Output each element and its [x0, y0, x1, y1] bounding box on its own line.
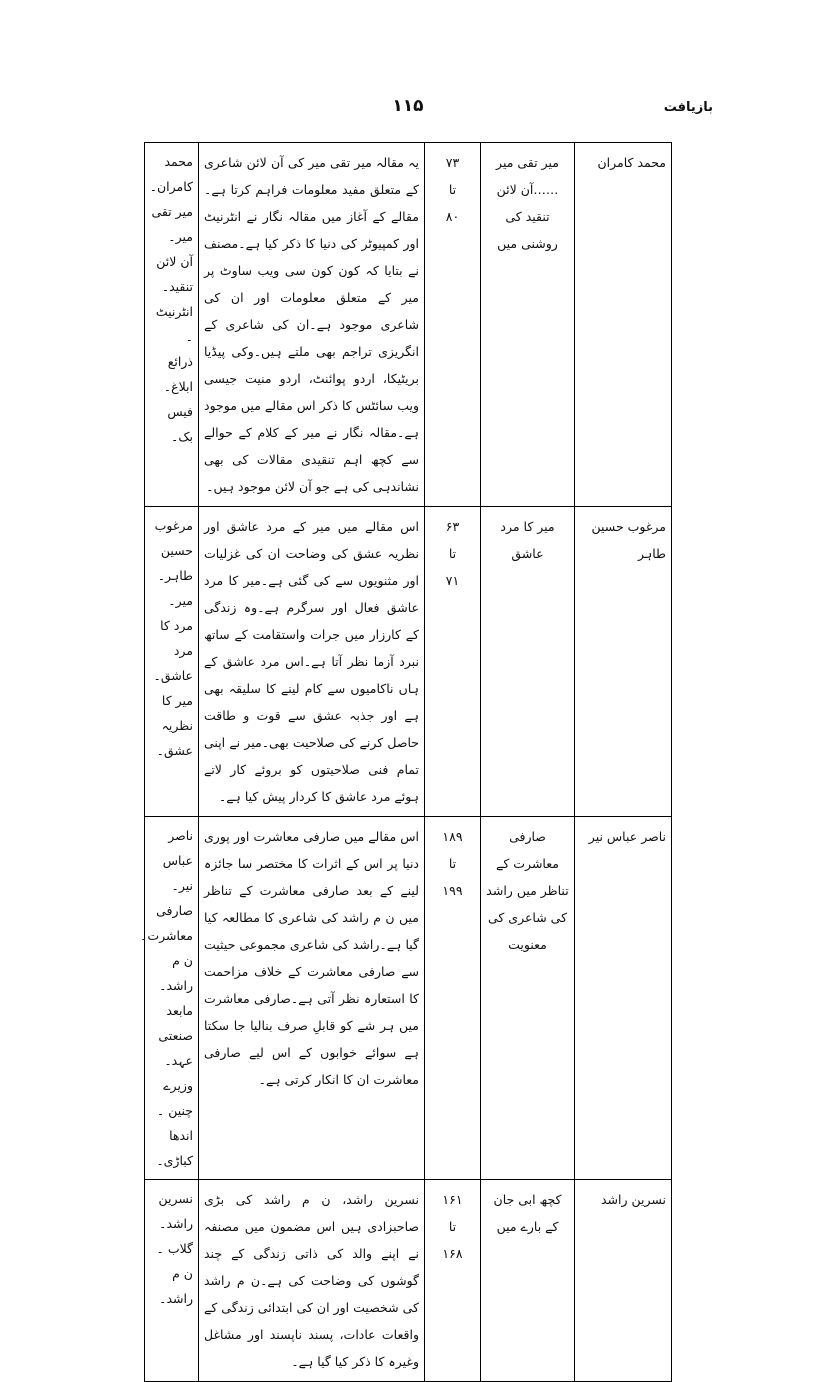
page-range-part: ۱۶۱ [442, 1192, 463, 1207]
table-row [145, 1180, 672, 1382]
pages-cell [425, 143, 481, 507]
page-range-part: ۱۶۸ [442, 1246, 463, 1261]
keyword: میر۔ [168, 593, 193, 608]
keyword: فیس بک۔ [167, 404, 193, 444]
summary-cell: اس مقالے میں صارفی معاشرت اور پوری دنیا پر اس کے اثرات کا مختصر سا جائزہ لینے کے بعد صارفی معاشرت کے تناظر میں ن م راشد کی شاعری کا مطالعہ کیا گیا ہے۔راشد کی شاعری مجموعی حیثیت سے صارفی معاشرت کے خلاف مزاحمت کا استعارہ نظر آتی ہے۔صارفی معاشرت میں ہر شے کو قابلِ صرف بنالیا جا سکتا ہے سوائے خوابوں کے اس لیے صارفی معاشرت ان کا انکار کرتی ہے۔ [199, 817, 425, 1180]
keyword: اندھا کباڑی۔ [156, 1128, 193, 1168]
table-row [145, 817, 672, 1180]
keyword: وزیرے چنین ۔ [156, 1078, 193, 1118]
page-header [0, 96, 816, 126]
pages-cell [425, 817, 481, 1180]
summary-cell: نسرین راشد، ن م راشد کی بڑی صاحبزادی ہیں اس مضمون میں مصنفہ نے اپنے والد کی ذاتی زندگی کے چند گوشوں کی وضاحت کی ہے۔ن م راشد کی شخصیت اور ان کی ابتدائی زندگی کے واقعات عادات، پسند ناپسند اور مشاغل وغیرہ کا ذکر کیا گیا ہے۔ [199, 1180, 425, 1382]
page-range-part: ۱۹۹ [442, 883, 463, 898]
keywords-cell [145, 143, 199, 507]
pages-cell [425, 507, 481, 817]
author-cell: محمد کامران [575, 143, 672, 507]
title-cell: میر کا مرد عاشق [481, 507, 575, 817]
keywords-cell [140, 817, 199, 1180]
index-table [140, 142, 672, 1382]
title-cell: کچھ ابی جان کے بارے میں [481, 1180, 575, 1382]
title-cell: صارفی معاشرت کے تناظر میں راشد کی شاعری کی معنویت [481, 817, 575, 1180]
keyword: مابعد صنعتی عہد۔ [158, 1003, 193, 1068]
keyword: گلاب ۔ [156, 1241, 193, 1256]
summary-cell: اس مقالے میں میر کے مرد عاشق اور نظریہ عشق کی وضاحت ان کی غزلیات اور مثنویوں سے کی گئی ہے۔میر کا مرد عاشق فعال اور سرگرم ہے۔وہ زندگی کے کارزار میں جرات واستقامت کے ساتھ نبرد آزما نظر آتا ہے۔اس مرد عاشق کے ہاں ناکامیوں سے کام لینے کا سلیقہ بھی ہے اور جذبہ عشق سے قوت و طاقت حاصل کرنے کی صلاحیت بھی۔میر نے اپنی تمام فنی صلاحیتوں کو بروئے کار لاتے ہوئے مرد عاشق کا کردار پیش کیا ہے۔ [199, 507, 425, 817]
page-range-part: ۱۸۹ [442, 829, 463, 844]
keyword: ناصر عباس نیر۔ [162, 828, 193, 893]
keyword: ذرائع ابلاغ۔ [163, 354, 193, 394]
keyword: ن م راشد۔ [159, 1266, 193, 1306]
page-range-part: تا [448, 856, 457, 871]
keyword: صارفی معاشرت۔ [140, 903, 193, 943]
keywords-cell [145, 1180, 199, 1382]
summary-cell: یہ مقالہ میر تقی میر کی آن لائن شاعری کے متعلق مفید معلومات فراہم کرتا ہے۔مقالے کے آغاز میں مقالہ نگار نے انٹرنیٹ اور کمپیوٹر کی دنیا کا ذکر کیا ہے۔مصنف نے بتایا کہ کون کون سی ویب ساوٹ پر میر کے متعلق معلومات اور ان کی شاعری موجود ہے۔ان کی شاعری کے انگریزی تراجم بھی ملتے ہیں۔وکی پیڈیا بریٹیکا، اردو پوائنٹ، اردو منیت جیسی ویب سائٹس کا ذکر اس مقالے میں موجود ہے۔مقالہ نگار نے میر کے کلام کے حوالے سے کچھ اہم تنقیدی مقالات کی بھی نشاندہی کی ہے جو آن لائن موجود ہیں۔ [199, 143, 425, 507]
page-range-part: تا [448, 182, 457, 197]
keyword: مرد کا مرد عاشق۔ [153, 618, 193, 683]
title-cell: میر تقی میر ……آن لائن تنقید کی روشنی میں [481, 143, 575, 507]
page-range-part: ۶۳ [445, 519, 460, 534]
keyword: مرغوب حسین طاہر۔ [154, 518, 193, 583]
keyword: ن م راشد۔ [159, 953, 193, 993]
page-number: ۱۱۵ [392, 96, 424, 116]
keyword: آن لائن تنقید۔ [156, 254, 193, 294]
author-cell: مرغوب حسین طاہر [575, 507, 672, 817]
keyword: میر کا نظریہ عشق۔ [156, 693, 193, 758]
keyword: انٹرنیٹ ۔ [155, 304, 193, 344]
page-range-part: ۸۰ [445, 209, 460, 224]
page-range-part: تا [448, 546, 457, 561]
keyword: نسرین راشد۔ [158, 1191, 193, 1231]
table-row [145, 143, 672, 507]
page-range-part: ۷۳ [445, 155, 460, 170]
keywords-cell [145, 507, 199, 817]
author-cell: ناصر عباس نیر [575, 817, 672, 1180]
page-range-part: ۷۱ [445, 573, 460, 588]
author-cell: نسرین راشد [575, 1180, 672, 1382]
page-range-part: تا [448, 1219, 457, 1234]
keyword: محمد کامران۔ [149, 154, 193, 194]
journal-title: بازیافت [663, 100, 713, 115]
table-row [145, 507, 672, 817]
keyword: میر تقی میر۔ [151, 204, 193, 244]
pages-cell [425, 1180, 481, 1382]
